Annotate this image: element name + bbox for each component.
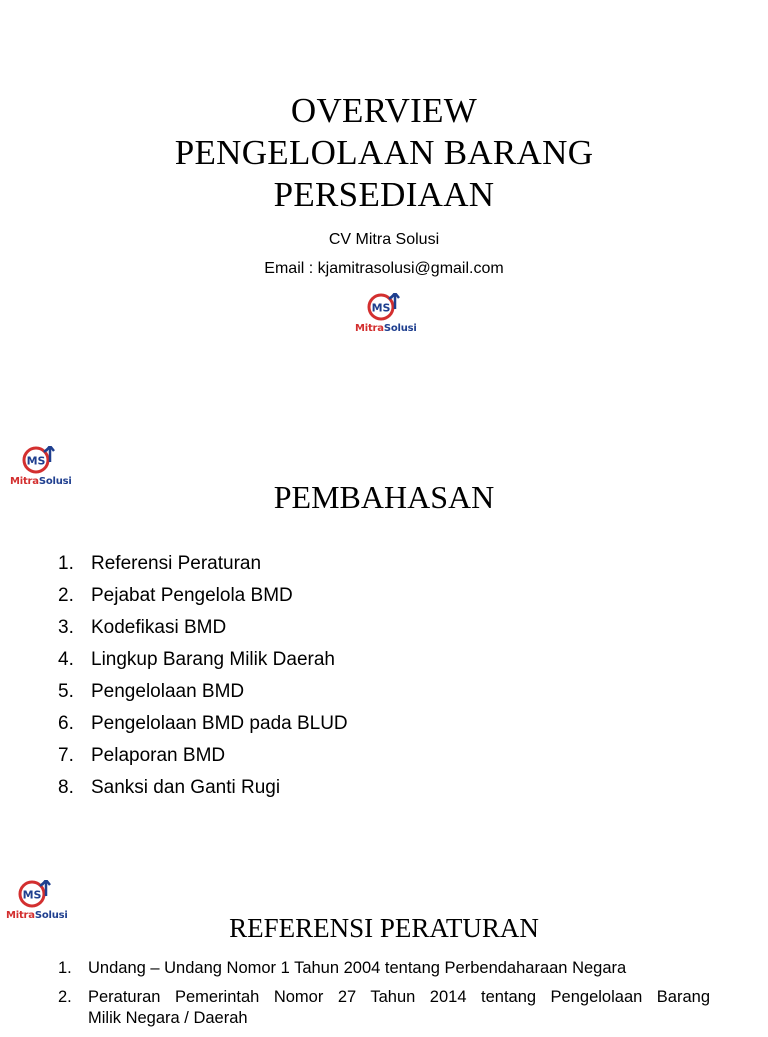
agenda-item [58,676,348,708]
slide-pembahasan [0,420,768,820]
logo-word-solusi: Solusi [34,910,68,921]
item-number: 1. [58,553,74,574]
title-line-1: OVERVIEW [290,91,478,130]
item-number: 5. [58,681,74,702]
logo-monogram: MS [371,301,391,315]
item-text-continued: Milik Negara / Daerah [88,1009,248,1027]
logo-monogram: MS [22,888,42,902]
logo-word-mitra: Mitra [10,476,39,487]
item-label: Pelaporan BMD [91,745,226,766]
agenda-item [58,548,348,580]
logo-wordmark [355,323,415,335]
item-number: 2. [58,585,74,606]
slide-overview [0,0,768,400]
agenda-item [58,708,348,740]
section-title: PEMBAHASAN [273,479,495,515]
email-line: Email : kjamitrasolusi@gmail.com [264,260,504,277]
item-label: Pengelolaan BMD [91,681,245,702]
item-label: Referensi Peraturan [91,553,262,574]
logo-word-solusi: Solusi [383,323,417,334]
item-label: Pejabat Pengelola BMD [91,585,293,606]
agenda-list [58,548,348,804]
logo-word-mitra: Mitra [6,910,35,921]
item-text: Peraturan Pemerintah Nomor 27 Tahun 2014 tentang Pengelolaan Barang [88,988,710,1006]
item-text: Undang – Undang Nomor 1 Tahun 2004 tentang Perbendaharaan Negara [88,959,627,977]
company-name: CV Mitra Solusi [328,231,440,248]
reference-list [58,958,710,1037]
agenda-item [58,580,348,612]
item-number: 2. [58,988,72,1006]
item-number: 6. [58,713,74,734]
logo-word-mitra: Mitra [355,323,384,334]
logo-emblem-icon [10,446,70,476]
logo-word-solusi: Solusi [38,476,72,487]
logo-emblem-icon [355,293,415,323]
title-line-3: PERSEDIAAN [273,175,495,214]
section-title: REFERENSI PERATURAN [229,913,539,943]
item-number: 1. [58,959,72,977]
item-label: Sanksi dan Ganti Rugi [91,777,281,798]
item-label: Kodefikasi BMD [91,617,227,638]
reference-item [58,958,710,979]
agenda-item [58,644,348,676]
title-line-2: PENGELOLAAN BARANG [174,133,594,172]
mitra-solusi-logo [355,293,415,341]
slide-referensi [0,860,768,1027]
item-number: 8. [58,777,74,798]
item-number: 3. [58,617,74,638]
agenda-item [58,612,348,644]
agenda-item [58,772,348,804]
logo-monogram: MS [26,454,46,468]
item-label: Lingkup Barang Milik Daerah [91,649,335,670]
agenda-item [58,740,348,772]
item-number: 4. [58,649,74,670]
item-label: Pengelolaan BMD pada BLUD [91,713,348,734]
reference-item [58,987,710,1029]
item-number: 7. [58,745,74,766]
logo-emblem-icon [6,880,66,910]
